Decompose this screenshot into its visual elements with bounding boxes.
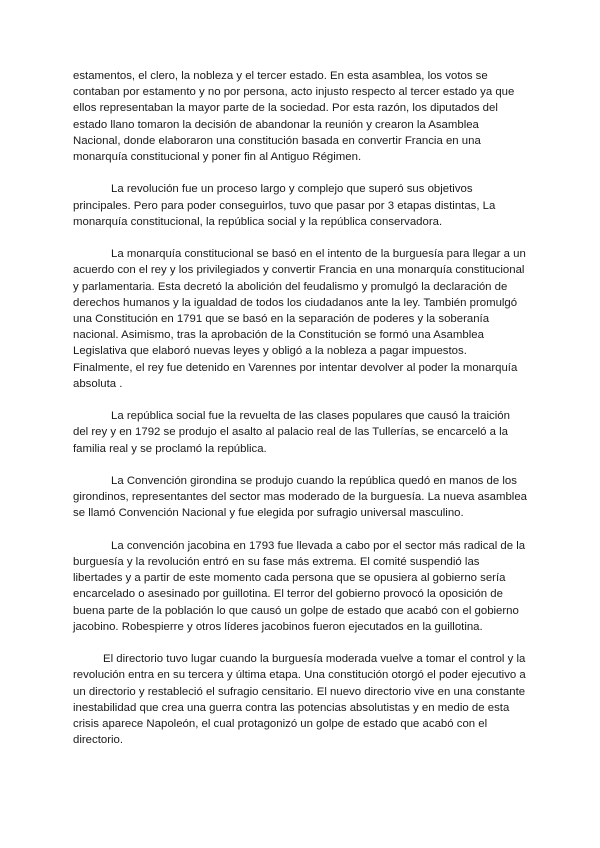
paragraph-convencion-jacobina: La convención jacobina en 1793 fue llevada a cabo por el sector más radical de la burguesía y la revolución entró en su fase más extrema. El comité suspendió las libertades y a partir de este momento cada persona que se opusiera al gobierno sería encarcelado o asesinado por guillotina. El terror del gobierno provocó la oposición de buena parte de la población lo que causó un golpe de estado que acabó con el gobierno jacobino. Robespierre y otros líderes jacobinos fueron ejecutados en la guillotina. [73,539,526,633]
paragraph-republica-social: La república social fue la revuelta de las clases populares que causó la traición del rey y en 1792 se produjo el asalto al palacio real de las Tullerías, se encarceló a la familia real y se proclamó la república. [73,410,510,455]
paragraph-revolucion: La revolución fue un proceso largo y complejo que superó sus objetivos principales. Pero para poder conseguirlos, tuvo que pasar por 3 etapas distintas, La monarquía constitucional, la república social y la república conservadora. [73,183,496,228]
paragraph-estamentos: estamentos, el clero, la nobleza y el tercer estado. En esta asamblea, los votos se contaban por estamento y no por persona, acto injusto respecto al tercer estado ya que ellos representaban la mayor parte de la sociedad. Por esta razón, los diputados del estado llano tomaron la decisión de abandonar la reunión y crearon la Asamblea Nacional, donde elaboraron una constitución basada en convertir Francia en una monarquía constitucional y poner fin al Antiguo Régimen. [73,70,515,164]
paragraph-directorio: El directorio tuvo lugar cuando la burguesía moderada vuelve a tomar el control y la revolución entra en su tercera y última etapa. Una constitución otorgó el poder ejecutivo a un directorio y restableció el sufragio censitario. El nuevo directorio vive en una constante inestabilidad que crea una guerra contra las potencias absolutistas y en medio de esta crisis aparece Napoleón, el cual protagonizó un golpe de estado que acabó con el directorio. [73,653,526,747]
document-body [73,68,528,765]
paragraph-convencion-girondina: La Convención girondina se produjo cuando la república quedó en manos de los girondinos, representantes del sector mas moderado de la burguesía. La nueva asamblea se llamó Convención Nacional y fue elegida por sufragio universal masculino. [73,475,528,520]
paragraph-monarquia-constitucional: La monarquía constitucional se basó en el intento de la burguesía para llegar a un acuerdo con el rey y los privilegiados y convertir Francia en una monarquía constitucional y parlamentaria. Esta decretó la abolición del feudalismo y promulgó la declaración de derechos humanos y la igualdad de todos los ciudadanos ante la ley. También promulgó una Constitución en 1791 que se basó en la separación de poderes y la soberanía nacional. Asimismo, tras la aprobación de la Constitución se formó una Asamblea Legislativa que elaboró nuevas leyes y obligó a la nobleza a pagar impuestos. Finalmente, el rey fue detenido en Varennes por intentar devolver al poder la monarquía absoluta . [73,248,526,390]
